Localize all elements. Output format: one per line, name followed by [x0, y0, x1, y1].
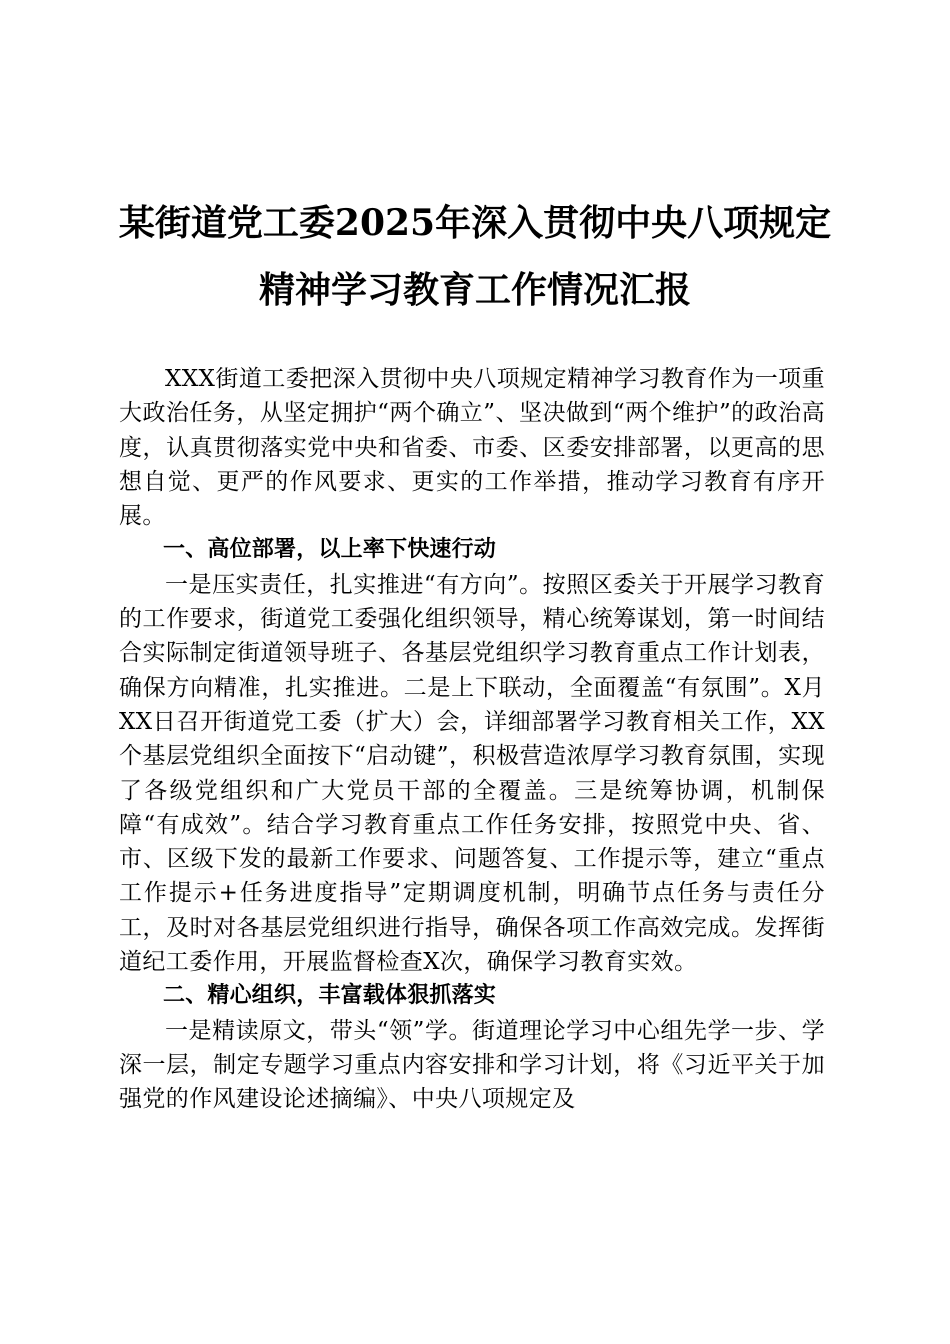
document-title-line-1: 某街道党工委2025年深入贯彻中央八项规定: [118, 202, 832, 244]
section-1-heading: 一、高位部署，以上率下快速行动: [163, 537, 497, 563]
document-body: [119, 362, 825, 1117]
section-2-paragraph: 一是精读原文，带头“领”学。街道理论学习中心组先学一步、学深一层，制定专题学习重点内容安排和学习计划，将《习近平关于加强党的作风建设论述摘编》、中央八项规定及: [119, 1017, 825, 1113]
section-1-paragraph: 一是压实责任，扎实推进“有方向”。按照区委关于开展学习教育的工作要求，街道党工委强化组织领导，精心统筹谋划，第一时间结合实际制定街道领导班子、各基层党组织学习教育重点工作计划表，确保方向精准，扎实推进。二是上下联动，全面覆盖“有氛围”。X月XX日召开街道党工委（扩大）会，详细部署学习教育相关工作，XX个基层党组织全面按下“启动键”，积极营造浓厚学习教育氛围，实现了各级党组织和广大党员干部的全覆盖。三是统筹协调，机制保障“有成效”。结合学习教育重点工作任务安排，按照党中央、省、市、区级下发的最新工作要求、问题答复、工作提示等，建立“重点工作提示+任务进度指导”定期调度机制，明确节点任务与责任分工，及时对各基层党组织进行指导，确保各项工作高效完成。发挥街道纪工委作用，开展监督检查X次，确保学习教育实效。: [119, 571, 825, 976]
document-title-line-2: 精神学习教育工作情况汇报: [258, 269, 691, 311]
section-2-heading: 二、精心组织，丰富载体狠抓落实: [163, 983, 497, 1009]
intro-paragraph: XXX街道工委把深入贯彻中央八项规定精神学习教育作为一项重大政治任务，从坚定拥护“两个确立”、坚决做到“两个维护”的政治高度，认真贯彻落实党中央和省委、市委、区委安排部署，以更高的思想自觉、更严的作风要求、更实的工作举措，推动学习教育有序开展。: [119, 366, 825, 530]
